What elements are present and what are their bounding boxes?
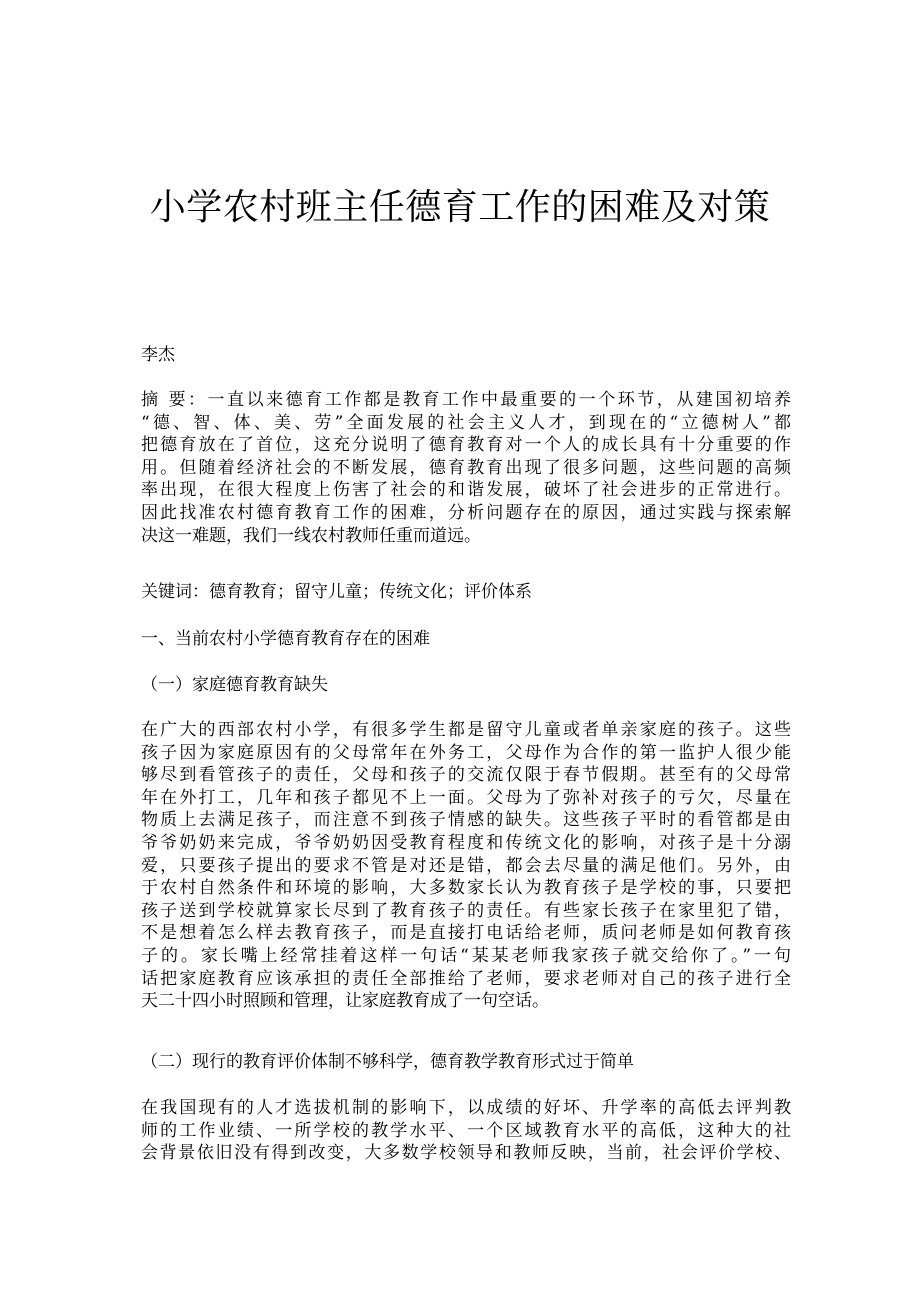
paragraph-line: 天二十四小时照顾和管理，让家庭教育成了一句空话。: [141, 991, 549, 1012]
document-title: 小学农村班主任德育工作的困难及对策: [149, 187, 771, 228]
subsection-heading-text: （二）现行的教育评价体制不够科学，德育教学教育形式过于简单: [141, 1052, 634, 1072]
abstract-line: 因此找准农村德育教育工作的困难，分析问题存在的原因，通过实践与探索解: [141, 502, 791, 523]
keywords: [141, 581, 791, 604]
author: [141, 344, 791, 367]
paragraph-line: 爷爷奶奶来完成，爷爷奶奶因受教育程度和传统文化的影响，对孩子是十分溺: [141, 832, 791, 853]
paragraph-line: 年在外打工，几年和孩子都见不上一面。父母为了弥补对孩子的亏欠，尽量在: [141, 787, 791, 808]
abstract-line: 摘 要：一直以来德育工作都是教育工作中最重要的一个环节，从建国初培养: [141, 390, 791, 410]
section-heading-text: 一、当前农村小学德育教育存在的困难: [141, 629, 430, 649]
abstract-line: “德、智、体、美、劳”全面发展的社会主义人才，到现在的“立德树人”都: [141, 412, 791, 433]
paragraph-line: 在我国现有的人才选拔机制的影响下，以成绩的好坏、升学率的高低去评判教: [141, 1098, 791, 1118]
subsection-heading-2: [141, 1051, 791, 1074]
abstract-line: 决这一难题，我们一线农村教师任重而道远。: [141, 525, 481, 546]
section-heading-1: [141, 628, 791, 651]
paragraph-line: 子的。家长嘴上经常挂着这样一句话“某某老师我家孩子就交给你了。”一句: [141, 945, 791, 966]
abstract-line: 把德育放在了首位，这充分说明了德育教育对一个人的成长具有十分重要的作: [141, 435, 791, 456]
paragraph-line: 物质上去满足孩子，而注意不到孩子情感的缺失。这些孩子平时的看管都是由: [141, 810, 791, 831]
paragraph-line: 于农村自然条件和环境的影响，大多数家长认为教育孩子是学校的事，只要把: [141, 878, 791, 899]
paragraph-line: 孩子送到学校就算家长尽到了教育孩子的责任。有些家长孩子在家里犯了错，: [141, 900, 791, 921]
subsection-heading-text: （一）家庭德育教育缺失: [141, 675, 328, 695]
paragraph-line: 爱，只要孩子提出的要求不管是对还是错，都会去尽量的满足他们。另外，由: [141, 855, 791, 876]
abstract-paragraph: [141, 389, 791, 547]
paragraph-line: 话把家庭教育应该承担的责任全部推给了老师，要求老师对自己的孩子进行全: [141, 968, 791, 989]
paragraph-line: 够尽到看管孩子的责任，父母和孩子的交流仅限于春节假期。甚至有的父母常: [141, 765, 791, 786]
abstract-line: 用。但随着经济社会的不断发展，德育教育出现了很多问题，这些问题的高频: [141, 457, 791, 478]
paragraph-line: 不是想着怎么样去教育孩子，而是直接打电话给老师，质问老师是如何教育孩: [141, 923, 791, 944]
abstract-line: 率出现，在很大程度上伤害了社会的和谐发展，破坏了社会进步的正常进行。: [141, 480, 791, 501]
body-paragraph-1: [141, 719, 791, 1013]
keywords-line: 关键词：德育教育；留守儿童；传统文化；评价体系: [141, 582, 532, 602]
paragraph-line: 会背景依旧没有得到改变，大多数学校领导和教师反映，当前，社会评价学校、: [141, 1143, 791, 1164]
author-name: 李杰: [141, 345, 175, 365]
paragraph-line: 孩子因为家庭原因有的父母常年在外务工，父母作为合作的第一监护人很少能: [141, 742, 791, 763]
paragraph-line: 师的工作业绩、一所学校的教学水平、一个区域教育水平的高低，这种大的社: [141, 1120, 791, 1141]
body-paragraph-2: [141, 1097, 791, 1165]
paragraph-line: 在广大的西部农村小学，有很多学生都是留守儿童或者单亲家庭的孩子。这些: [141, 720, 791, 740]
subsection-heading-1: [141, 674, 791, 697]
